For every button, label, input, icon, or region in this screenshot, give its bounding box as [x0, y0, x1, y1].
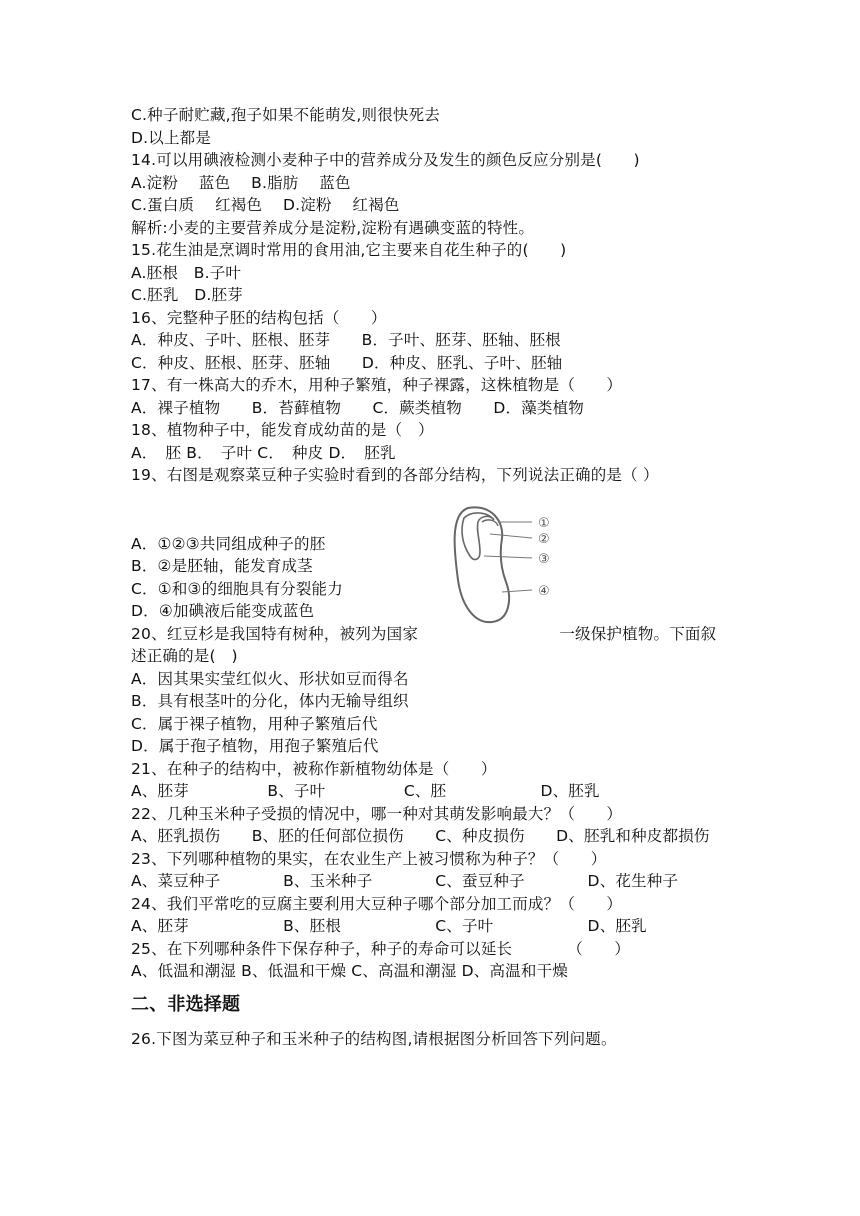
bean-seed-figure — [440, 500, 560, 628]
text-line: A．种皮、子叶、胚根、胚芽 B．子叶、胚芽、胚轴、胚根 — [131, 331, 561, 349]
text-line: 20、红豆杉是我国特有树种，被列为国家 一级保护植物。下面叙 — [131, 625, 717, 643]
text-line: A.胚根 B.子叶 — [131, 264, 242, 282]
text-line: B．②是胚轴，能发育成茎 — [131, 557, 313, 575]
text-line: A、低温和潮湿 B、低温和干燥 C、高温和潮湿 D、高温和干燥 — [131, 962, 568, 980]
text-line: 24、我们平常吃的豆腐主要利用大豆种子哪个部分加工而成？（ ） — [131, 895, 623, 913]
text-line: 16、完整种子胚的结构包括（ ） — [131, 309, 387, 327]
text-line: A．因其果实莹红似火、形状如豆而得名 — [131, 670, 409, 688]
text-line: D.以上都是 — [131, 129, 212, 147]
text-line: 18、植物种子中，能发育成幼苗的是（ ） — [131, 421, 434, 439]
text-line: A.淀粉 蓝色 B.脂肪 蓝色 — [131, 174, 351, 192]
text-line: 19、右图是观察菜豆种子实验时看到的各部分结构，下列说法正确的是（ ） — [131, 466, 659, 484]
text-line: 25、在下列哪种条件下保存种子，种子的寿命可以延长 （ ） — [131, 940, 631, 958]
text-line: C．种皮、胚根、胚芽、胚轴 D．种皮、胚乳、子叶、胚轴 — [131, 354, 563, 372]
text-line: A．①②③共同组成种子的胚 — [131, 535, 326, 553]
text-line: D．属于孢子植物，用孢子繁殖后代 — [131, 737, 379, 755]
question-26: 26.下图为菜豆种子和玉米种子的结构图,请根据图分析回答下列问题。 — [131, 1030, 617, 1048]
figure-label: ③ — [538, 552, 550, 567]
text-line: 14.可以用碘液检测小麦种子中的营养成分及发生的颜色反应分别是( ) — [131, 151, 640, 169]
text-line: 述正确的是( ) — [131, 647, 238, 665]
text-line: A．裸子植物 B．苔藓植物 C．蕨类植物 D．藻类植物 — [131, 399, 584, 417]
text-line: 22、几种玉米种子受损的情况中，哪一种对其萌发影响最大？（ ） — [131, 805, 623, 823]
text-line: D．④加碘液后能变成蓝色 — [131, 602, 315, 620]
text-line: A、菜豆种子 B、玉米种子 C、蚕豆种子 D、花生种子 — [131, 872, 679, 890]
text-line: A． 胚 B． 子叶 C． 种皮 D． 胚乳 — [131, 444, 396, 462]
text-line: 17、有一株高大的乔木，用种子繁殖，种子裸露，这株植物是（ ） — [131, 376, 623, 394]
section-heading: 二、非选择题 — [131, 994, 241, 1015]
text-line: 15.花生油是烹调时常用的食用油,它主要来自花生种子的( ) — [131, 241, 567, 259]
text-line: A、胚芽 B、胚根 C、子叶 D、胚乳 — [131, 917, 647, 935]
text-line: C.种子耐贮藏,孢子如果不能萌发,则很快死去 — [131, 106, 441, 124]
text-line: A、胚芽 B、子叶 C、胚 D、胚乳 — [131, 782, 600, 800]
text-line: 23、下列哪种植物的果实，在农业生产上被习惯称为种子？（ ） — [131, 850, 607, 868]
figure-label: ④ — [538, 584, 550, 599]
text-line: 解析:小麦的主要营养成分是淀粉,淀粉有遇碘变蓝的特性。 — [131, 219, 535, 237]
text-line: C．①和③的细胞具有分裂能力 — [131, 580, 343, 598]
text-line: B．具有根茎叶的分化，体内无输导组织 — [131, 692, 409, 710]
text-line: C.蛋白质 红褐色 D.淀粉 红褐色 — [131, 196, 400, 214]
figure-label: ① — [538, 516, 550, 531]
text-line: A、胚乳损伤 B、胚的任何部位损伤 C、种皮损伤 D、胚乳和种皮都损伤 — [131, 827, 710, 845]
text-line: 21、在种子的结构中，被称作新植物幼体是（ ） — [131, 760, 497, 778]
figure-label: ② — [538, 532, 550, 547]
text-line: C.胚乳 D.胚芽 — [131, 286, 243, 304]
text-line: C．属于裸子植物，用种子繁殖后代 — [131, 715, 378, 733]
